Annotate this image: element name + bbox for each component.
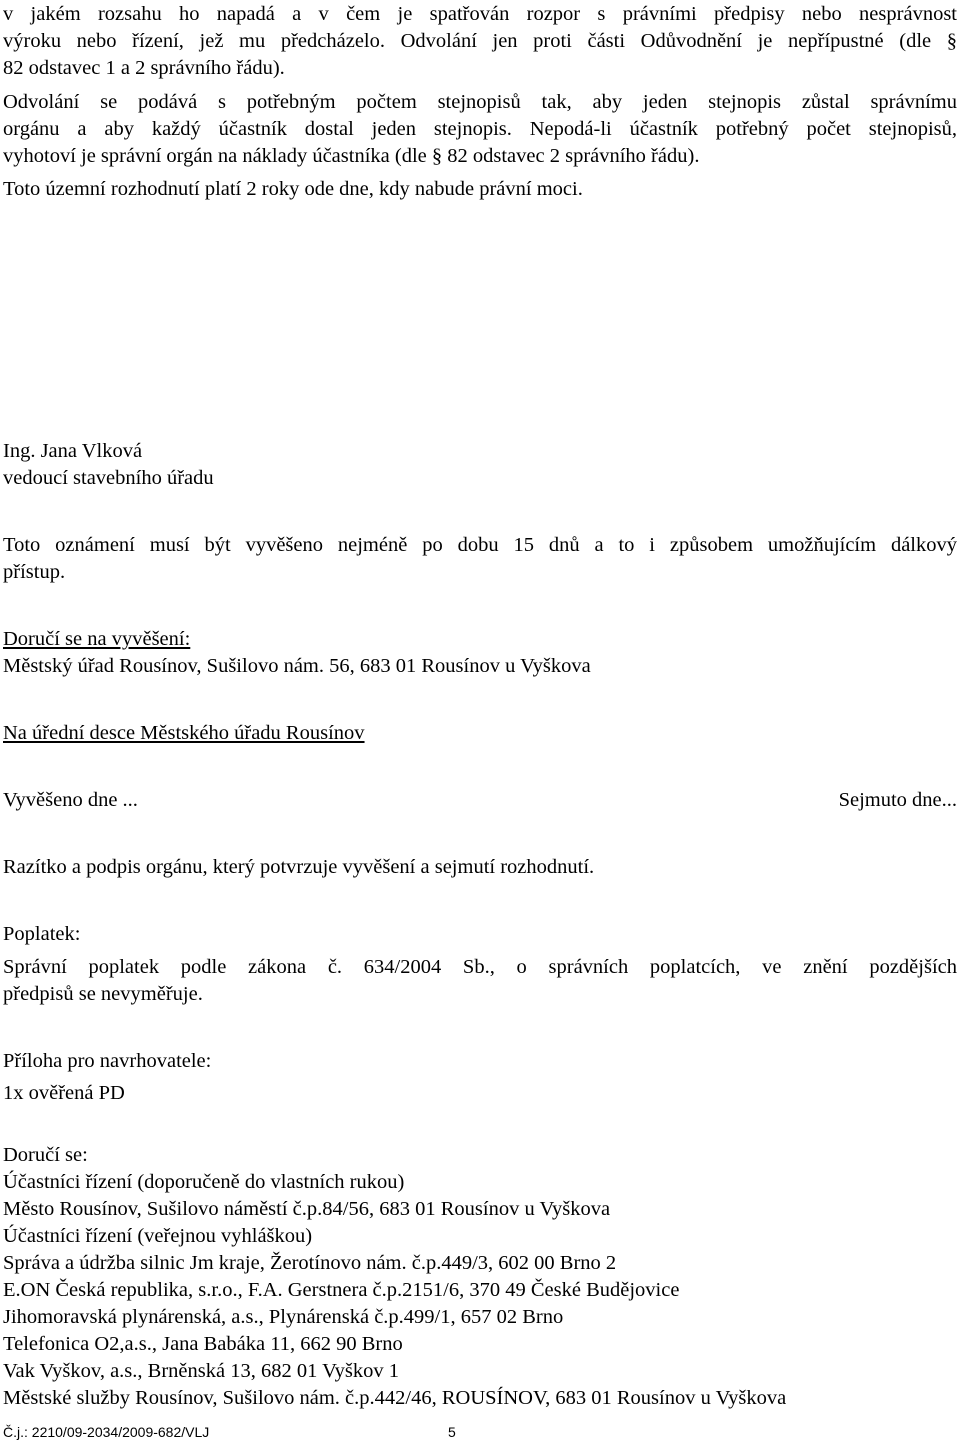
delivery-recipient: Jihomoravská plynárenská, a.s., Plynárenská č.p.499/1, 657 02 Brno <box>3 1306 564 1328</box>
delivery-recipient: E.ON Česká republika, s.r.o., F.A. Gerstnera č.p.2151/6, 370 49 České Budějovice <box>3 1279 680 1301</box>
delivery-recipient: Město Rousínov, Sušilovo náměstí č.p.84/56, 683 01 Rousínov u Vyškova <box>3 1198 611 1220</box>
delivery-recipient: Správa a údržba silnic Jm kraje, Žerotínovo nám. č.p.449/3, 602 00 Brno 2 <box>3 1252 617 1274</box>
body-text-line: vyhotoví je správní orgán na náklady účastníka (dle § 82 odstavec 2 správního řádu). <box>3 145 700 167</box>
page-number: 5 <box>448 1424 456 1440</box>
notice-text-line: Toto oznámení musí být vyvěšeno nejméně po dobu 15 dnů a to i způsobem umožňujícím dálkový <box>3 534 957 556</box>
body-text-line: výroku nebo řízení, jež mu předcházelo. Odvolání jen proti části Odůvodnění je nepřípustné (dle § <box>3 30 957 52</box>
validity-statement: Toto územní rozhodnutí platí 2 roky ode dne, kdy nabude právní moci. <box>3 178 583 200</box>
stamp-note: Razítko a podpis orgánu, který potvrzuje vyvěšení a sejmutí rozhodnutí. <box>3 856 595 878</box>
delivery-heading: Doručí se: <box>3 1144 88 1166</box>
signatory-role: vedoucí stavebního úřadu <box>3 467 214 489</box>
fee-heading: Poplatek: <box>3 923 81 945</box>
footer-reference: Č.j.: 2210/09-2034/2009-682/VLJ <box>3 1424 210 1440</box>
body-text-line: orgánu a aby každý účastník dostal jeden stejnopis. Nepodá-li účastník potřebný počet stejnopisů, <box>3 118 957 140</box>
body-text-line: Odvolání se podává s potřebným počtem stejnopisů tak, aby jeden stejnopis zůstal správnímu <box>3 91 957 113</box>
board-heading: Na úřední desce Městského úřadu Rousínov <box>3 722 365 744</box>
delivery-group-label: Účastníci řízení (doporučeně do vlastních rukou) <box>3 1171 405 1193</box>
delivery-recipient: Vak Vyškov, a.s., Brněnská 13, 682 01 Vyškov 1 <box>3 1360 399 1382</box>
signatory-name: Ing. Jana Vlková <box>3 440 143 462</box>
attachment-heading: Příloha pro navrhovatele: <box>3 1050 212 1072</box>
delivery-recipient: Městské služby Rousínov, Sušilovo nám. č.p.442/46, ROUSÍNOV, 683 01 Rousínov u Vyškova <box>3 1387 787 1409</box>
body-text-line: v jakém rozsahu ho napadá a v čem je spatřován rozpor s právními předpisy nebo nesprávnost <box>3 3 957 25</box>
posting-address: Městský úřad Rousínov, Sušilovo nám. 56, 683 01 Rousínov u Vyškova <box>3 655 591 677</box>
posting-heading: Doručí se na vyvěšení: <box>3 628 191 650</box>
removed-date-label: Sejmuto dne... <box>838 789 957 811</box>
posted-date-label: Vyvěšeno dne ... <box>3 789 138 811</box>
fee-text-line: Správní poplatek podle zákona č. 634/2004 Sb., o správních poplatcích, ve znění pozdějších <box>3 956 957 978</box>
delivery-group-label: Účastníci řízení (veřejnou vyhláškou) <box>3 1225 313 1247</box>
body-text-line: 82 odstavec 1 a 2 správního řádu). <box>3 57 285 79</box>
delivery-recipient: Telefonica O2,a.s., Jana Babáka 11, 662 90 Brno <box>3 1333 403 1355</box>
fee-text-line: předpisů se nevyměřuje. <box>3 983 203 1005</box>
attachment-item: 1x ověřená PD <box>3 1082 125 1104</box>
notice-text-line: přístup. <box>3 561 66 583</box>
